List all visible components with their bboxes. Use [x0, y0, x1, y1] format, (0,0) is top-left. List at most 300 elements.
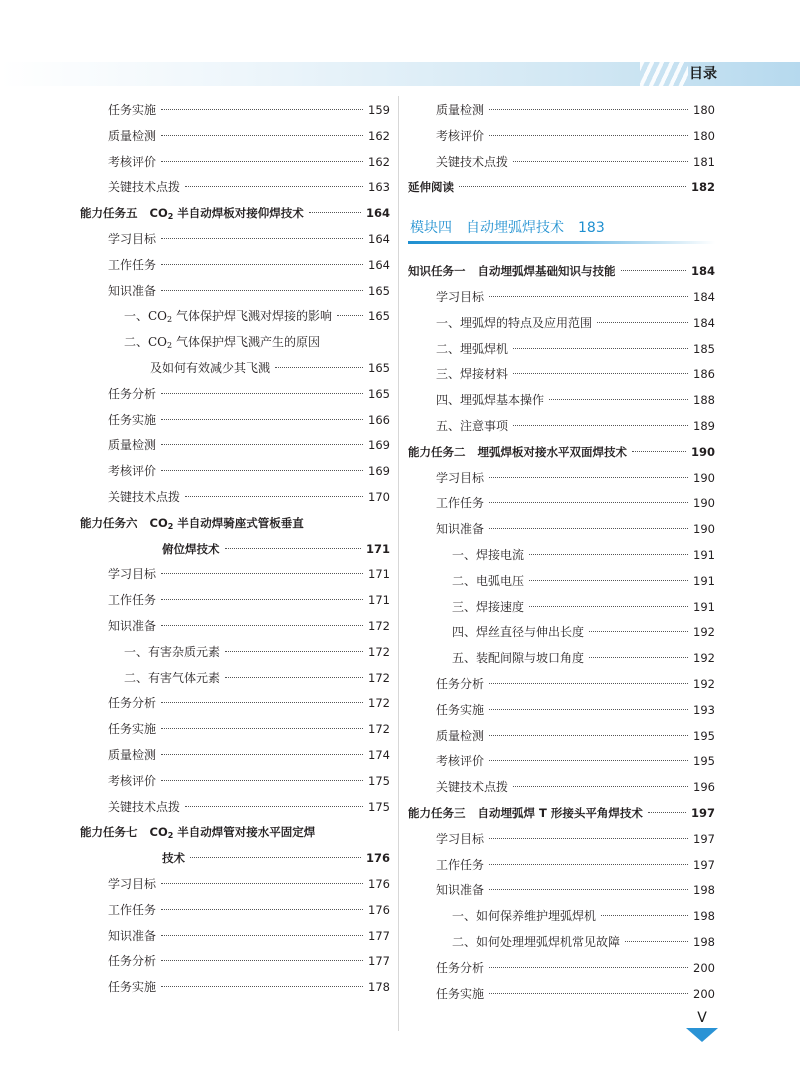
- toc-entry[interactable]: [80, 253, 390, 279]
- title-text: 二、如何处理埋弧焊机常见故障: [452, 934, 621, 949]
- dot-leader: [589, 631, 688, 632]
- title-text: 质量检测: [436, 103, 485, 117]
- toc-entry-title: [124, 304, 332, 330]
- toc-page-number: 188: [693, 393, 715, 408]
- toc-page-number: 182: [690, 180, 715, 195]
- toc-page-number: 172: [368, 670, 390, 685]
- dot-leader: [513, 348, 688, 349]
- toc-entry[interactable]: [80, 924, 390, 950]
- toc-entry[interactable]: [80, 795, 390, 821]
- toc-entry[interactable]: [80, 949, 390, 975]
- dot-leader: [161, 444, 363, 445]
- dot-leader: [161, 109, 363, 110]
- dot-leader: [161, 728, 363, 729]
- toc-entry-title: [436, 311, 592, 337]
- title-text: 学习目标: [436, 470, 485, 485]
- toc-entry[interactable]: [80, 743, 390, 769]
- toc-entry-title: [124, 666, 220, 692]
- dot-leader: [185, 496, 363, 497]
- title-text: 一、焊接电流: [452, 547, 525, 562]
- title-text: 关键技术点拨: [436, 154, 509, 169]
- subscript: 2: [167, 341, 173, 351]
- toc-entry-title: [452, 646, 584, 672]
- toc-page-number: 164: [368, 231, 390, 246]
- page-title: 目录: [689, 66, 717, 82]
- toc-entry[interactable]: [80, 666, 390, 692]
- toc-entry[interactable]: [408, 124, 715, 150]
- toc-page-number: 198: [693, 883, 715, 898]
- dot-leader: [161, 573, 363, 574]
- page-arrow-icon: [686, 1028, 718, 1042]
- dot-leader: [489, 760, 688, 761]
- toc-entry-title: [436, 150, 508, 176]
- toc-page-number: 200: [693, 986, 715, 1001]
- title-text: 考核评价: [436, 128, 485, 143]
- toc-entry-title: [162, 537, 220, 563]
- toc-entry-title: [108, 382, 156, 408]
- dot-leader: [489, 709, 688, 710]
- title-text: 质量检测: [108, 747, 157, 762]
- toc-entry[interactable]: [408, 878, 715, 904]
- title-text: 五、装配间隙与坡口角度: [452, 651, 585, 666]
- toc-page-number: 172: [368, 696, 390, 711]
- toc-entry-title: [108, 459, 156, 485]
- toc-entry[interactable]: [408, 311, 715, 337]
- dot-leader: [161, 393, 363, 394]
- title-text: 关键技术点拨: [108, 799, 181, 814]
- toc-entry[interactable]: [408, 646, 715, 672]
- toc-page-number: 174: [368, 747, 390, 762]
- toc-page-number: 164: [365, 206, 390, 221]
- toc-entry[interactable]: [408, 801, 715, 827]
- toc-entry-title: [436, 337, 508, 363]
- toc-entry-title: [80, 820, 315, 846]
- toc-entry[interactable]: [408, 569, 715, 595]
- toc-page-number: 172: [368, 644, 390, 659]
- title-text: 任务实施: [436, 702, 485, 717]
- toc-page-number: 165: [368, 360, 390, 375]
- toc-page-number: 190: [693, 470, 715, 485]
- toc-entry[interactable]: [408, 466, 715, 492]
- dot-leader: [549, 399, 688, 400]
- toc-entry[interactable]: [80, 227, 390, 253]
- dot-leader: [529, 606, 688, 607]
- task-label: 能力任务五: [80, 206, 138, 221]
- dot-leader: [161, 935, 363, 936]
- subscript: 2: [167, 831, 174, 841]
- toc-entry[interactable]: [80, 846, 390, 872]
- toc-entry[interactable]: [80, 382, 390, 408]
- toc-entry[interactable]: [80, 356, 390, 382]
- toc-page-number: 186: [693, 367, 715, 382]
- toc-entry-title: [436, 878, 484, 904]
- dot-leader: [632, 451, 686, 452]
- title-part: 半自动焊骑座式管板垂直: [173, 515, 304, 530]
- toc-entry[interactable]: [408, 595, 715, 621]
- toc-entry-title: [124, 330, 320, 356]
- title-text: 学习目标: [436, 289, 485, 304]
- title-text: 技术: [162, 851, 185, 866]
- toc-entry[interactable]: [408, 982, 715, 1008]
- toc-entry[interactable]: [408, 98, 715, 124]
- task-label: 能力任务七: [80, 825, 138, 840]
- title-text: 二、埋弧焊机: [436, 341, 509, 356]
- title-text: 一、有害杂质元素: [124, 644, 221, 659]
- toc-entry[interactable]: [408, 620, 715, 646]
- toc-entry[interactable]: [80, 898, 390, 924]
- toc-entry-title: [108, 98, 156, 124]
- toc-page-number: 195: [693, 754, 715, 769]
- toc-entry-title: [436, 982, 484, 1008]
- toc-entry-title: [108, 717, 156, 743]
- toc-entry[interactable]: [408, 440, 715, 466]
- dot-leader: [161, 135, 363, 136]
- toc-entry-title: [108, 562, 156, 588]
- toc-page-number: 185: [693, 341, 715, 356]
- toc-page-number: 172: [368, 722, 390, 737]
- toc-entry[interactable]: [80, 485, 390, 511]
- dot-leader: [185, 806, 363, 807]
- toc-page-number: 198: [693, 909, 715, 924]
- toc-entry[interactable]: [408, 175, 715, 201]
- toc-entry[interactable]: [80, 820, 390, 846]
- task-label: 能力任务三: [408, 805, 466, 820]
- toc-entry-title: [436, 517, 484, 543]
- dot-leader: [161, 754, 363, 755]
- title-text: 关键技术点拨: [436, 780, 509, 795]
- title-text: 五、注意事项: [436, 418, 509, 433]
- title-text: 埋弧焊板对接水平双面焊技术: [477, 444, 627, 459]
- toc-entry-title: [80, 201, 304, 227]
- toc-entry-title: [436, 775, 508, 801]
- dot-leader: [161, 909, 363, 910]
- toc-entry[interactable]: [80, 588, 390, 614]
- module-page: 183: [578, 220, 605, 237]
- toc-page-number: 176: [368, 902, 390, 917]
- toc-page-number: 192: [693, 676, 715, 691]
- title-text: 知识准备: [108, 283, 157, 298]
- toc-entry[interactable]: [408, 672, 715, 698]
- toc-entry[interactable]: [80, 150, 390, 176]
- toc-page-number: 165: [368, 386, 390, 401]
- toc-page-number: 184: [690, 264, 715, 279]
- toc-page-number: 169: [368, 438, 390, 453]
- toc-entry[interactable]: [408, 724, 715, 750]
- toc-entry[interactable]: [80, 459, 390, 485]
- toc-entry-title: [108, 769, 156, 795]
- toc-page-number: 190: [693, 522, 715, 537]
- toc-entry[interactable]: [80, 304, 390, 330]
- toc-page-number: 193: [693, 702, 715, 717]
- subscript: 2: [167, 521, 174, 531]
- toc-page-number: 171: [365, 541, 390, 556]
- toc-entry[interactable]: [80, 408, 390, 434]
- title-text: 工作任务: [108, 257, 157, 272]
- toc-page-number: 177: [368, 954, 390, 969]
- toc-entry[interactable]: [80, 511, 390, 537]
- toc-entry-title: [108, 795, 180, 821]
- title-text: 及如何有效减少其飞溅: [150, 360, 271, 375]
- dot-leader: [513, 161, 688, 162]
- dot-leader: [337, 315, 363, 316]
- title-text: 质量检测: [436, 728, 485, 743]
- toc-entry[interactable]: [408, 827, 715, 853]
- toc-entry[interactable]: [80, 640, 390, 666]
- toc-entry[interactable]: [408, 337, 715, 363]
- toc-entry[interactable]: [80, 769, 390, 795]
- dot-leader: [489, 735, 688, 736]
- title-text: 自动埋弧焊 T 形接头平角焊技术: [477, 805, 643, 820]
- title-text: 自动埋弧焊基础知识与技能: [477, 264, 616, 279]
- toc-entry-title: [436, 698, 484, 724]
- toc-entry[interactable]: [80, 717, 390, 743]
- toc-entry-title: [436, 362, 508, 388]
- title-part: 气体保护焊飞溅产生的原因: [172, 335, 320, 350]
- toc-entry-title: [436, 491, 484, 517]
- dot-leader: [529, 554, 688, 555]
- dot-leader: [489, 864, 688, 865]
- toc-entry[interactable]: [408, 543, 715, 569]
- column-divider: [398, 96, 399, 1031]
- toc-page-number: 172: [368, 618, 390, 633]
- toc-entry-title: [108, 408, 156, 434]
- toc-entry[interactable]: [408, 698, 715, 724]
- toc-page-number: 171: [368, 593, 390, 608]
- toc-entry-title: [436, 388, 544, 414]
- toc-page-number: 197: [693, 831, 715, 846]
- toc-entry[interactable]: [408, 775, 715, 801]
- toc-entry[interactable]: [408, 904, 715, 930]
- dot-leader: [161, 161, 363, 162]
- toc-entry-title: [108, 975, 156, 1001]
- toc-entry[interactable]: [80, 279, 390, 305]
- title-text: 任务分析: [108, 696, 157, 711]
- dot-leader: [589, 657, 688, 658]
- toc-page-number: 191: [693, 547, 715, 562]
- dot-leader: [489, 889, 688, 890]
- dot-leader: [161, 419, 363, 420]
- toc-page-number: 190: [690, 444, 715, 459]
- dot-leader: [161, 470, 363, 471]
- dot-leader: [648, 812, 686, 813]
- toc-entry-title: [436, 414, 508, 440]
- toc-entry-title: [108, 949, 156, 975]
- toc-entry-title: [436, 827, 484, 853]
- toc-page-number: 197: [690, 805, 715, 820]
- title-text: 知识准备: [108, 618, 157, 633]
- dot-leader: [489, 296, 688, 297]
- toc-entry-title: [108, 150, 156, 176]
- title-part: 一、CO: [124, 309, 168, 324]
- dot-leader: [190, 857, 361, 858]
- title-text: 二、有害气体元素: [124, 670, 221, 685]
- toc-entry[interactable]: [408, 491, 715, 517]
- title-text: 任务分析: [436, 960, 485, 975]
- dot-leader: [625, 941, 688, 942]
- toc-entry[interactable]: [408, 956, 715, 982]
- title-text: 俯位焊技术: [162, 541, 220, 556]
- title-part: CO: [149, 515, 168, 530]
- module-heading[interactable]: [408, 209, 715, 253]
- dot-leader: [513, 425, 688, 426]
- title-text: 质量检测: [108, 438, 157, 453]
- toc-page-number: 189: [693, 418, 715, 433]
- toc-entry-title: [108, 253, 156, 279]
- toc-page-number: 200: [693, 960, 715, 975]
- dot-leader: [161, 238, 363, 239]
- title-text: 知识准备: [436, 883, 485, 898]
- dot-leader: [459, 186, 686, 187]
- title-text: 一、埋弧焊的特点及应用范围: [436, 315, 593, 330]
- title-text: 质量检测: [108, 128, 157, 143]
- toc-entry-title: [124, 640, 220, 666]
- toc-entry[interactable]: [408, 259, 715, 285]
- title-text: 工作任务: [436, 496, 485, 511]
- toc-page-number: 192: [693, 651, 715, 666]
- toc-entry[interactable]: [408, 388, 715, 414]
- toc-entry[interactable]: [408, 749, 715, 775]
- title-part: 半自动焊板对接仰焊技术: [173, 206, 304, 221]
- dot-leader: [161, 986, 363, 987]
- toc-entry[interactable]: [408, 362, 715, 388]
- toc-entry[interactable]: [408, 150, 715, 176]
- toc-entry-title: [436, 672, 484, 698]
- title-text: 关键技术点拨: [108, 489, 181, 504]
- title-part: 气体保护焊飞溅对焊接的影响: [172, 309, 332, 324]
- toc-entry-title: [108, 485, 180, 511]
- dot-leader: [621, 270, 686, 271]
- toc-entry-title: [452, 543, 524, 569]
- dot-leader: [489, 477, 688, 478]
- dot-leader: [225, 677, 363, 678]
- subscript: 2: [167, 212, 174, 222]
- dot-leader: [161, 599, 363, 600]
- toc-entry-title: [408, 175, 454, 201]
- module-label: 模块四: [410, 220, 452, 237]
- toc-entry[interactable]: [80, 330, 390, 356]
- toc-entry[interactable]: [80, 975, 390, 1001]
- toc-entry[interactable]: [80, 124, 390, 150]
- toc-entry[interactable]: [80, 201, 390, 227]
- toc-page-number: 166: [368, 412, 390, 427]
- toc-entry[interactable]: [408, 517, 715, 543]
- toc-entry[interactable]: [80, 98, 390, 124]
- toc-entry-title: [108, 898, 156, 924]
- title-text: 任务实施: [108, 412, 157, 427]
- toc-page-number: 197: [693, 857, 715, 872]
- toc-entry-title: [408, 801, 643, 827]
- module-underline: [408, 241, 715, 244]
- toc-page-number: 163: [368, 180, 390, 195]
- dot-leader: [225, 548, 361, 549]
- toc-entry[interactable]: [408, 853, 715, 879]
- toc-entry-title: [436, 749, 484, 775]
- title-text: 延伸阅读: [408, 180, 454, 195]
- toc-entry-title: [436, 853, 484, 879]
- toc-entry-title: [108, 175, 180, 201]
- toc-entry-title: [436, 724, 484, 750]
- toc-page-number: 165: [368, 283, 390, 298]
- toc-entry[interactable]: [80, 691, 390, 717]
- dot-leader: [489, 502, 688, 503]
- toc-entry-title: [436, 466, 484, 492]
- toc-entry-title: [108, 433, 156, 459]
- toc-page-number: 195: [693, 728, 715, 743]
- dot-leader: [489, 838, 688, 839]
- task-label: 能力任务二: [408, 444, 466, 459]
- toc-page-number: 192: [693, 625, 715, 640]
- toc-entry[interactable]: [408, 285, 715, 311]
- toc-entry[interactable]: [80, 433, 390, 459]
- toc-page-number: 181: [693, 154, 715, 169]
- title-text: 任务分析: [436, 676, 485, 691]
- toc-page-number: 162: [368, 154, 390, 169]
- dot-leader: [225, 651, 363, 652]
- dot-leader: [275, 367, 363, 368]
- title-text: 学习目标: [108, 876, 157, 891]
- toc-page-number: 159: [368, 103, 390, 117]
- toc-entry-title: [108, 227, 156, 253]
- title-part: CO: [149, 206, 168, 221]
- title-text: 工作任务: [436, 857, 485, 872]
- toc-page-number: 169: [368, 464, 390, 479]
- title-text: 任务实施: [108, 722, 157, 737]
- toc-page-number: 184: [693, 315, 715, 330]
- toc-entry[interactable]: [80, 562, 390, 588]
- title-text: 学习目标: [108, 567, 157, 582]
- title-text: 任务分析: [108, 954, 157, 969]
- title-text: 三、焊接材料: [436, 367, 509, 382]
- dot-leader: [161, 290, 363, 291]
- dot-leader: [601, 915, 688, 916]
- toc-entry[interactable]: [80, 872, 390, 898]
- toc-page-number: 175: [368, 773, 390, 788]
- title-text: 二、电弧电压: [452, 573, 525, 588]
- task-label: 能力任务六: [80, 515, 138, 530]
- toc-page-number: 164: [368, 257, 390, 272]
- toc-entry-title: [162, 846, 185, 872]
- dot-leader: [489, 993, 688, 994]
- toc-entry[interactable]: [408, 930, 715, 956]
- title-text: 知识准备: [436, 522, 485, 537]
- toc-entry-title: [108, 743, 156, 769]
- dot-leader: [513, 373, 688, 374]
- title-text: 任务实施: [436, 986, 485, 1001]
- toc-entry[interactable]: [80, 614, 390, 640]
- toc-page-number: 178: [368, 980, 390, 995]
- toc-entry-title: [452, 930, 620, 956]
- dot-leader: [489, 683, 688, 684]
- toc-page-number: 198: [693, 934, 715, 949]
- toc-entry[interactable]: [80, 537, 390, 563]
- dot-leader: [185, 186, 363, 187]
- title-text: 学习目标: [436, 831, 485, 846]
- toc-entry-title: [436, 98, 484, 124]
- toc-entry-title: [108, 588, 156, 614]
- toc-entry[interactable]: [408, 414, 715, 440]
- title-part: 二、CO: [124, 335, 168, 350]
- toc-page-number: 176: [368, 876, 390, 891]
- dot-leader: [489, 528, 688, 529]
- toc-page-number: 165: [368, 309, 390, 324]
- toc-page-number: 176: [365, 851, 390, 866]
- title-text: 考核评价: [436, 754, 485, 769]
- dot-leader: [161, 780, 363, 781]
- toc-entry-title: [150, 356, 270, 382]
- toc-entry-title: [408, 259, 616, 285]
- toc-entry-title: [452, 569, 524, 595]
- toc-entry[interactable]: [80, 175, 390, 201]
